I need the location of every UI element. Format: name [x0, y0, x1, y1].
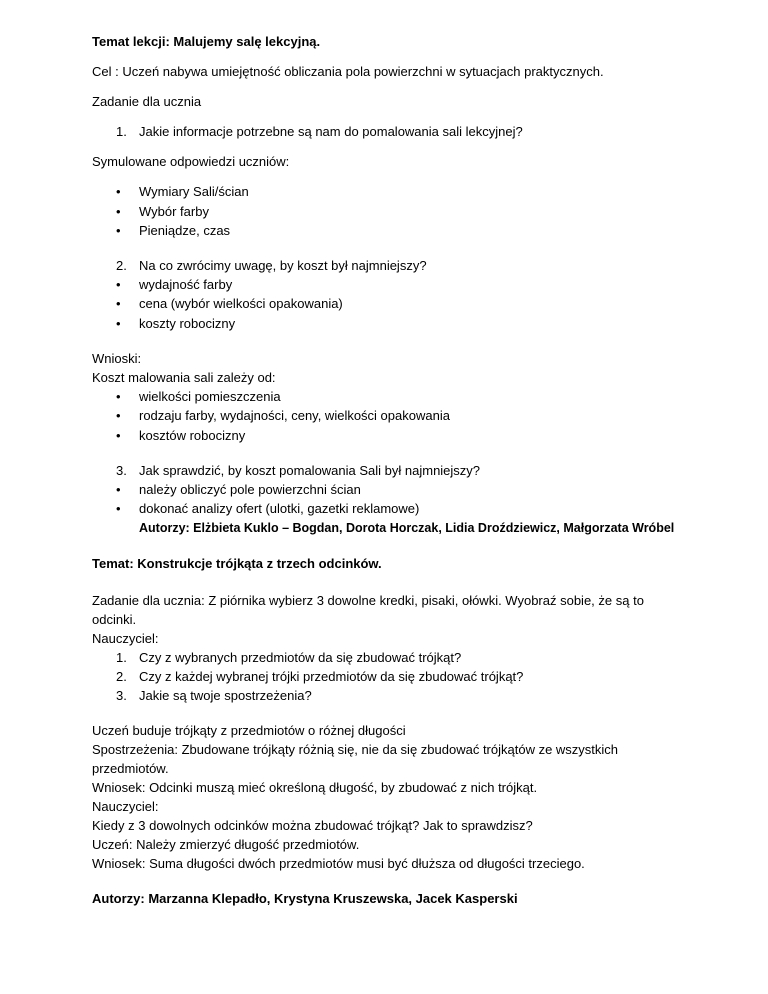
observations-line: przedmiotów. — [92, 761, 169, 776]
lesson-goal: Cel : Uczeń nabywa umiejętność obliczania pola powierzchni w sytuacjach praktycznych. — [92, 64, 604, 79]
authors-1: Autorzy: Elżbieta Kuklo – Bogdan, Dorota Horczak, Lidia Droździewicz, Małgorzata Wróbel — [139, 521, 675, 535]
bullet-icon: • — [116, 501, 121, 516]
list-item: Wymiary Sali/ścian — [139, 184, 249, 199]
student-answer: Uczeń: Należy zmierzyć długość przedmiotów. — [92, 837, 360, 852]
list-item: cena (wybór wielkości opakowania) — [139, 296, 343, 311]
teacher-question: Czy z wybranych przedmiotów da się zbudować trójkąt? — [139, 650, 462, 665]
task-line: odcinki. — [92, 612, 137, 627]
teacher-label: Nauczyciel: — [92, 799, 159, 814]
bullet-icon: • — [116, 389, 121, 404]
question-number: 1. — [116, 650, 127, 665]
teacher-question: Czy z każdej wybranej trójki przedmiotów da się zbudować trójkąt? — [139, 669, 524, 684]
observations-line: Spostrzeżenia: Zbudowane trójkąty różnią się, nie da się zbudować trójkątów ze wszystkich — [92, 742, 619, 757]
question-number: 2. — [116, 258, 127, 273]
conclusion: Wniosek: Odcinki muszą mieć określoną długość, by zbudować z nich trójkąt. — [92, 780, 538, 795]
bullet-icon: • — [116, 296, 121, 311]
list-item: koszty robocizny — [139, 316, 236, 331]
authors-2: Autorzy: Marzanna Klepadło, Krystyna Kruszewska, Jacek Kasperski — [92, 891, 518, 906]
conclusion: Wniosek: Suma długości dwóch przedmiotów musi być dłuższa od długości trzeciego. — [92, 856, 585, 871]
conclusions-intro: Koszt malowania sali zależy od: — [92, 370, 276, 385]
list-item: rodzaju farby, wydajności, ceny, wielkości opakowania — [139, 408, 450, 423]
question-1: Jakie informacje potrzebne są nam do pomalowania sali lekcyjnej? — [139, 124, 523, 139]
bullet-icon: • — [116, 184, 121, 199]
bullet-icon: • — [116, 408, 121, 423]
list-item: wydajność farby — [139, 277, 233, 292]
lesson-title-2: Temat: Konstrukcje trójkąta z trzech odcinków. — [92, 556, 382, 571]
list-item: dokonać analizy ofert (ulotki, gazetki reklamowe) — [139, 501, 420, 516]
list-item: wielkości pomieszczenia — [139, 389, 281, 404]
list-item: Pieniądze, czas — [139, 223, 231, 238]
task-label: Zadanie dla ucznia — [92, 94, 202, 109]
question-2: Na co zwrócimy uwagę, by koszt był najmniejszy? — [139, 258, 427, 273]
bullet-icon: • — [116, 204, 121, 219]
conclusions-label: Wnioski: — [92, 351, 142, 366]
student-builds: Uczeń buduje trójkąty z przedmiotów o różnej długości — [92, 723, 406, 738]
bullet-icon: • — [116, 428, 121, 443]
lesson-title-1: Temat lekcji: Malujemy salę lekcyjną. — [92, 34, 321, 49]
bullet-icon: • — [116, 316, 121, 331]
question-number: 3. — [116, 688, 127, 703]
list-item: kosztów robocizny — [139, 428, 246, 443]
bullet-icon: • — [116, 277, 121, 292]
task-line: Zadanie dla ucznia: Z piórnika wybierz 3 dowolne kredki, pisaki, ołówki. Wyobraź sobie, że są to — [92, 593, 644, 608]
teacher-question: Jakie są twoje spostrzeżenia? — [139, 688, 312, 703]
teacher-question: Kiedy z 3 dowolnych odcinków można zbudować trójkąt? Jak to sprawdzisz? — [92, 818, 533, 833]
question-3: Jak sprawdzić, by koszt pomalowania Sali był najmniejszy? — [139, 463, 481, 478]
bullet-icon: • — [116, 482, 121, 497]
teacher-label: Nauczyciel: — [92, 631, 159, 646]
question-number: 2. — [116, 669, 127, 684]
bullet-icon: • — [116, 223, 121, 238]
simulated-answers-label: Symulowane odpowiedzi uczniów: — [92, 154, 290, 169]
list-item: Wybór farby — [139, 204, 209, 219]
question-number: 1. — [116, 124, 127, 139]
list-item: należy obliczyć pole powierzchni ścian — [139, 482, 361, 497]
question-number: 3. — [116, 463, 127, 478]
